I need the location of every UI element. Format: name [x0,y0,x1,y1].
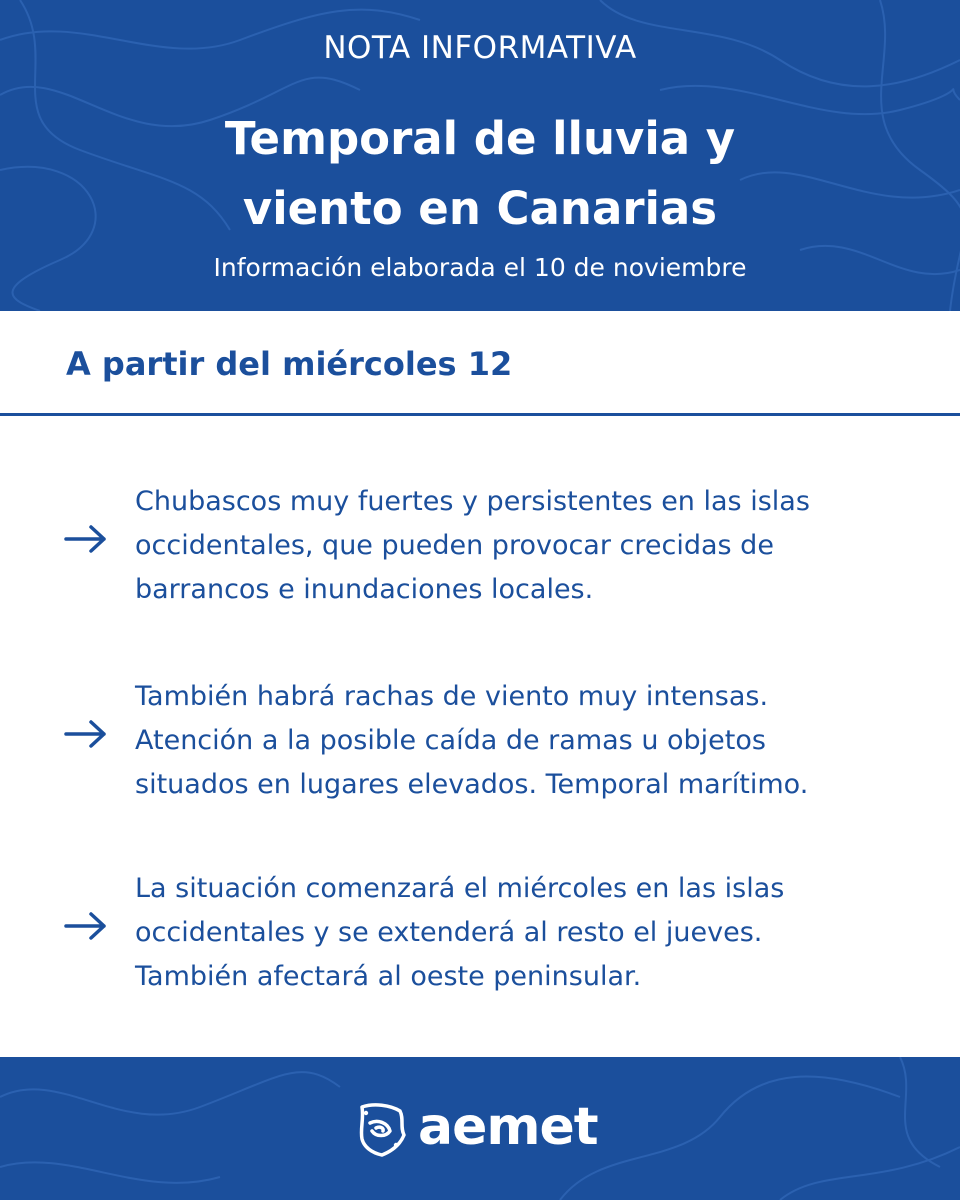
header-banner [0,0,960,311]
text-line: También afectará al oeste peninsular. [135,961,642,992]
text-line: La situación comenzará el miércoles en las islas [135,873,785,904]
text-line: Atención a la posible caída de ramas u objetos [135,725,766,756]
text-line: También habrá rachas de viento muy intensas. [135,681,769,712]
arrow-right-icon [64,524,108,554]
title-line: viento en Canarias [242,182,718,235]
list-item-text [135,480,935,612]
arrow-right-icon [64,719,108,749]
page-title [0,104,960,244]
list-item [0,675,960,800]
logo-wordmark: aemet [418,1097,598,1157]
arrow-right-icon [64,911,108,941]
divider [0,413,960,416]
text-line: barrancos e inundaciones locales. [135,574,594,605]
section-heading: A partir del miércoles 12 [66,345,513,383]
note-kicker: NOTA INFORMATIVA [323,30,637,66]
text-line: occidentales, que pueden provocar crecidas de [135,530,774,561]
footer-banner [0,1057,960,1200]
text-line: situados en lugares elevados. Temporal marítimo. [135,769,809,800]
title-line: Temporal de lluvia y [224,112,736,165]
list-item [0,867,960,992]
list-item [0,480,960,605]
issue-date: Información elaborada el 10 de noviembre [213,253,747,282]
list-item-text [135,867,935,999]
aemet-logo [356,1099,606,1159]
text-line: Chubascos muy fuertes y persistentes en las islas [135,486,810,517]
aemet-logo-icon [356,1101,408,1159]
text-line: occidentales y se extenderá al resto el jueves. [135,917,763,948]
list-item-text [135,675,935,807]
